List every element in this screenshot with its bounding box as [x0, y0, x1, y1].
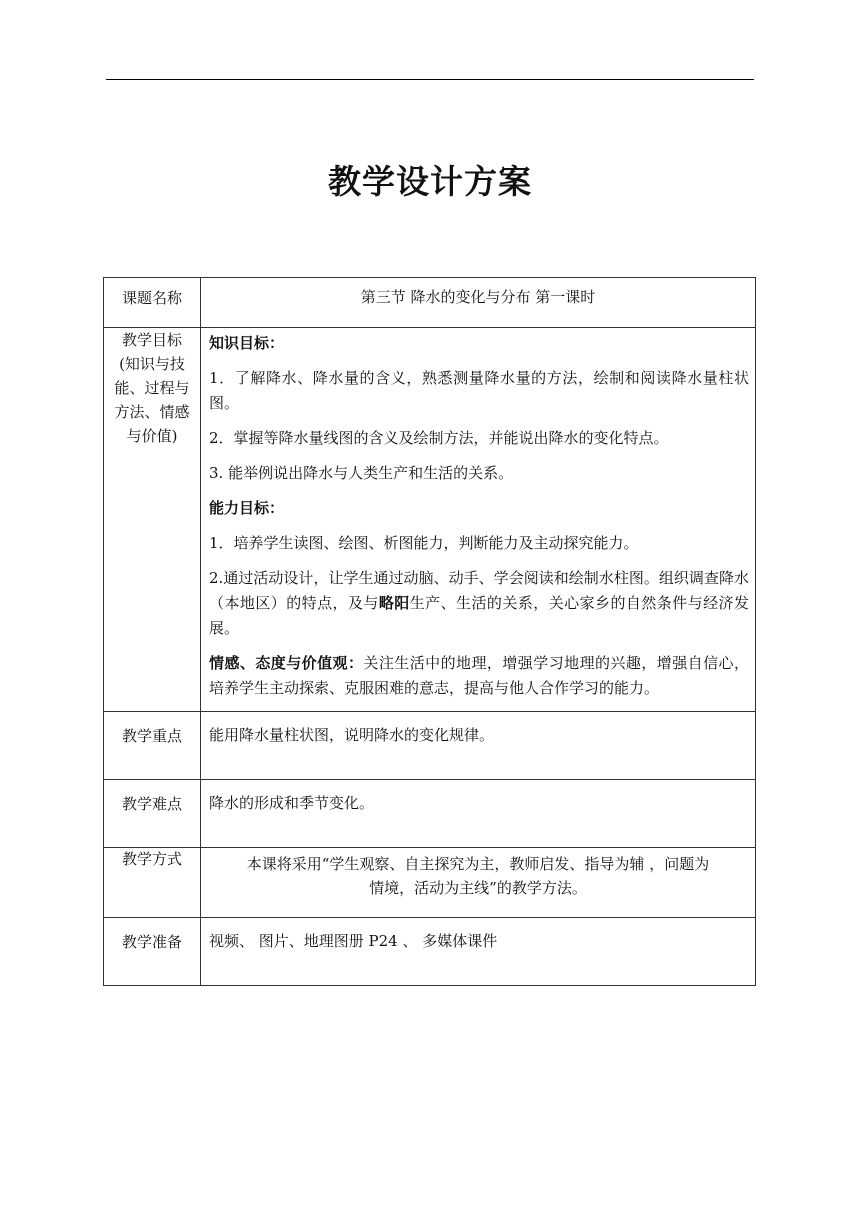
value-cell-difficulty — [201, 780, 756, 848]
row-preparation — [104, 918, 756, 986]
document-title: 教学设计方案 — [328, 162, 532, 201]
value-cell-method — [201, 848, 756, 918]
key-point-value: 能用降水量柱状图，说明降水的变化规律。 — [209, 726, 495, 744]
ability-item: 1．培养学生读图、绘图、析图能力，判断能力及主动探究能力。 — [209, 534, 639, 552]
ability-item-text: 2.通过活动设计，让学生通过动脑、动手、学会阅读和绘制水柱图。组织调查降水（本地区）的特点，及与 — [209, 569, 749, 612]
objectives-label-line: 与价值) — [126, 427, 178, 445]
label-cell-method — [104, 848, 201, 918]
label-cell-objectives — [104, 328, 201, 712]
emotion-paragraph — [209, 651, 749, 701]
method-line: 本课将采用“学生观察、自主探究为主，教师启发、指导为辅 ，问题为 — [246, 855, 710, 873]
ability-item — [209, 566, 749, 641]
preparation-value: 视频、 图片、地理图册 P24 、 多媒体课件 — [209, 932, 498, 950]
row-difficulty — [104, 780, 756, 848]
row-objectives — [104, 328, 756, 712]
lesson-plan-table — [103, 277, 756, 986]
knowledge-item: 2．掌握等降水量线图的含义及绘制方法，并能说出降水的变化特点。 — [209, 429, 669, 447]
row-method — [104, 848, 756, 918]
ability-heading: 能力目标： — [209, 499, 285, 517]
objectives-content — [201, 328, 755, 711]
method-line: 情境，活动为主线”的教学方法。 — [369, 879, 587, 897]
emotion-heading: 情感、态度与价值观： — [209, 654, 364, 672]
label-topic: 课题名称 — [121, 289, 182, 307]
label-cell-difficulty — [104, 780, 201, 848]
difficulty-value: 降水的形成和季节变化。 — [209, 794, 375, 812]
objectives-label-line: 教学目标 — [121, 331, 182, 349]
label-cell-topic — [104, 278, 201, 328]
knowledge-item: 3. 能举例说出降水与人类生产和生活的关系。 — [209, 464, 514, 482]
row-topic — [104, 278, 756, 328]
emotion-text: 关注生活中的地理，增强学习地理的兴趣，增强自信心，培养学生主动探索、克服困难的意志，提高与他人合作学习的能力。 — [209, 654, 749, 697]
place-name-bold: 略阳 — [378, 594, 410, 612]
label-cell-key-point — [104, 712, 201, 780]
objectives-label-line: 能、过程与 — [114, 379, 190, 397]
label-key-point: 教学重点 — [121, 727, 182, 745]
label-objectives — [104, 328, 200, 448]
topic-value: 第三节 降水的变化与分布 第一课时 — [360, 288, 596, 306]
label-cell-preparation — [104, 918, 201, 986]
ability-item-text: 生产、生活的关系，关心家乡的自然条件与经济发展。 — [209, 594, 749, 637]
objectives-label-line: (知识与技 — [119, 355, 185, 373]
method-value — [201, 848, 755, 900]
value-cell-preparation — [201, 918, 756, 986]
knowledge-heading: 知识目标： — [209, 334, 285, 352]
value-cell-topic — [201, 278, 756, 328]
label-preparation: 教学准备 — [121, 933, 182, 951]
label-difficulty: 教学难点 — [121, 795, 182, 813]
value-cell-objectives — [201, 328, 756, 712]
objectives-label-line: 方法、情感 — [114, 403, 190, 421]
knowledge-item: 1．了解降水、降水量的含义，熟悉测量降水量的方法，绘制和阅读降水量柱状图。 — [209, 369, 749, 412]
row-key-point — [104, 712, 756, 780]
value-cell-key-point — [201, 712, 756, 780]
header-rule — [106, 79, 754, 80]
label-method: 教学方式 — [121, 850, 182, 868]
